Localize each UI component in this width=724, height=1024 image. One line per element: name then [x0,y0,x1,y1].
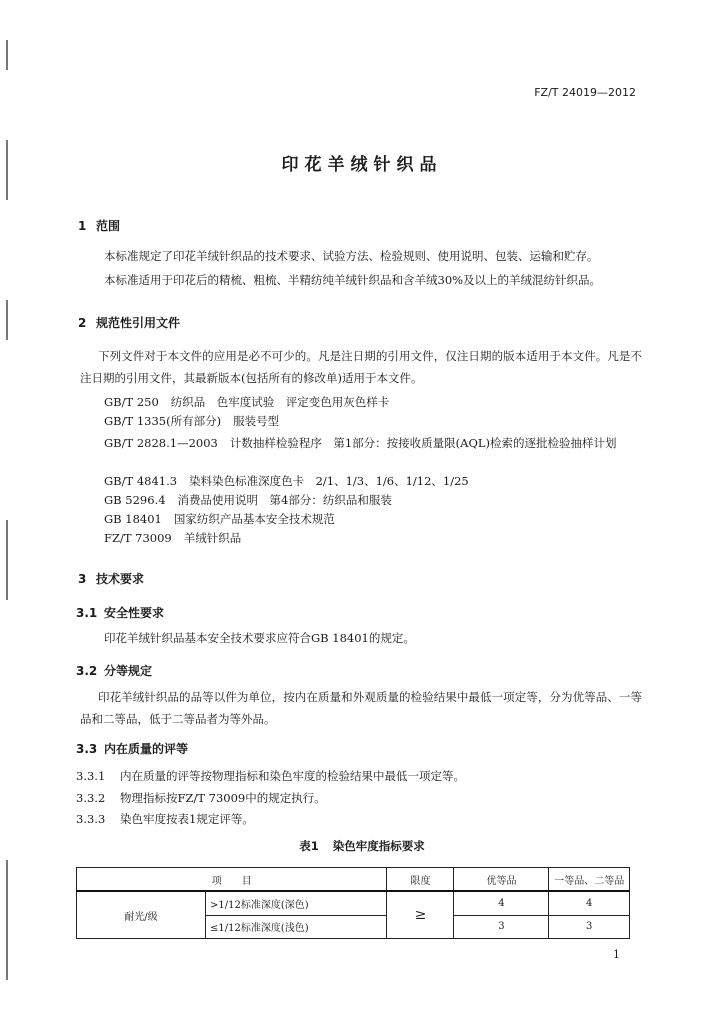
fastness-table [76,867,630,939]
subsection-3-3-heading: 3.3 内在质量的评等 [76,742,189,756]
table-header-cell: 一等品、二等品 [549,868,630,892]
paragraph: 下列文件对于本文件的应用是必不可少的。凡是注日期的引用文件，仅注日期的版本适用于本文件。凡是不注日期的引用文件，其最新版本(包括所有的修改单)适用于本文件。 [80,349,642,385]
table-header-cell: 项 目 [77,868,387,892]
paragraph: 本标准适用于印花后的精梳、粗梳、半精纺纯羊绒针织品和含羊绒30%及以上的羊绒混纺针织品。 [104,273,602,287]
table-header-cell: 限度 [387,868,454,892]
section-number: 2 [78,316,87,330]
reference-item: GB 18401 国家纺织产品基本安全技术规范 [104,512,335,526]
table-cell-limit: ≥ [387,891,454,938]
section-3-heading [78,570,144,587]
section-title: 规范性引用文件 [96,316,181,330]
section-number: 1 [78,219,87,233]
clause-item: 3.3.3 染色牢度按表1规定评等。 [76,812,254,826]
table-caption: 表1 染色牢度指标要求 [299,839,425,853]
reference-item: GB/T 4841.3 染料染色标准深度色卡 2/1、1/3、1/6、1/12、1/25 [104,474,469,488]
reference-item: GB 5296.4 消费品使用说明 第4部分：纺织品和服装 [104,493,392,507]
subsection-3-2-heading: 3.2 分等规定 [76,664,153,678]
table-cell: 4 [454,891,549,915]
section-number: 3 [78,572,87,586]
table-cell: 4 [549,891,630,915]
paragraph: 印花羊绒针织品的品等以件为单位，按内在质量和外观质量的检验结果中最低一项定等，分为优等品、一等品和二等品，低于二等品者为等外品。 [80,690,642,726]
standard-number: FZ/T 24019—2012 [534,86,636,99]
table-row [77,891,630,915]
page-number: 1 [613,948,620,961]
paragraph: 本标准规定了印花羊绒针织品的技术要求、试验方法、检验规则、使用说明、包装、运输和贮存。 [104,249,599,263]
reference-item: GB/T 1335(所有部分) 服装号型 [104,414,280,428]
reference-item: FZ/T 73009 羊绒针织品 [104,531,242,545]
clause-item: 3.3.2 物理指标按FZ/T 73009中的规定执行。 [76,791,326,805]
table-header-cell: 优等品 [454,868,549,892]
document-title: 印花羊绒针织品 [281,155,443,175]
table-cell: >1/12标准深度(深色) [206,891,387,915]
reference-item: GB/T 250 纺织品 色牢度试验 评定变色用灰色样卡 [104,395,390,409]
clause-item: 3.3.1 内在质量的评等按物理指标和染色牢度的检验结果中最低一项定等。 [76,769,465,783]
table-cell: 3 [454,915,549,938]
reference-item: GB/T 2828.1—2003 计数抽样检验程序 第1部分：按接收质量限(AQL)检索的逐批检验抽样计划 [104,436,617,450]
section-2-heading [78,314,180,331]
table-cell: ≤1/12标准深度(浅色) [206,915,387,938]
subsection-3-1-heading: 3.1 安全性要求 [76,606,165,620]
section-title: 技术要求 [96,572,145,586]
paragraph: 印花羊绒针织品基本安全技术要求应符合GB 18401的规定。 [104,631,415,645]
table-row-label: 耐光/级 [77,891,206,938]
table-cell: 3 [549,915,630,938]
section-title: 范围 [96,219,121,233]
section-1-heading [78,217,120,234]
table-header-row [77,868,630,892]
